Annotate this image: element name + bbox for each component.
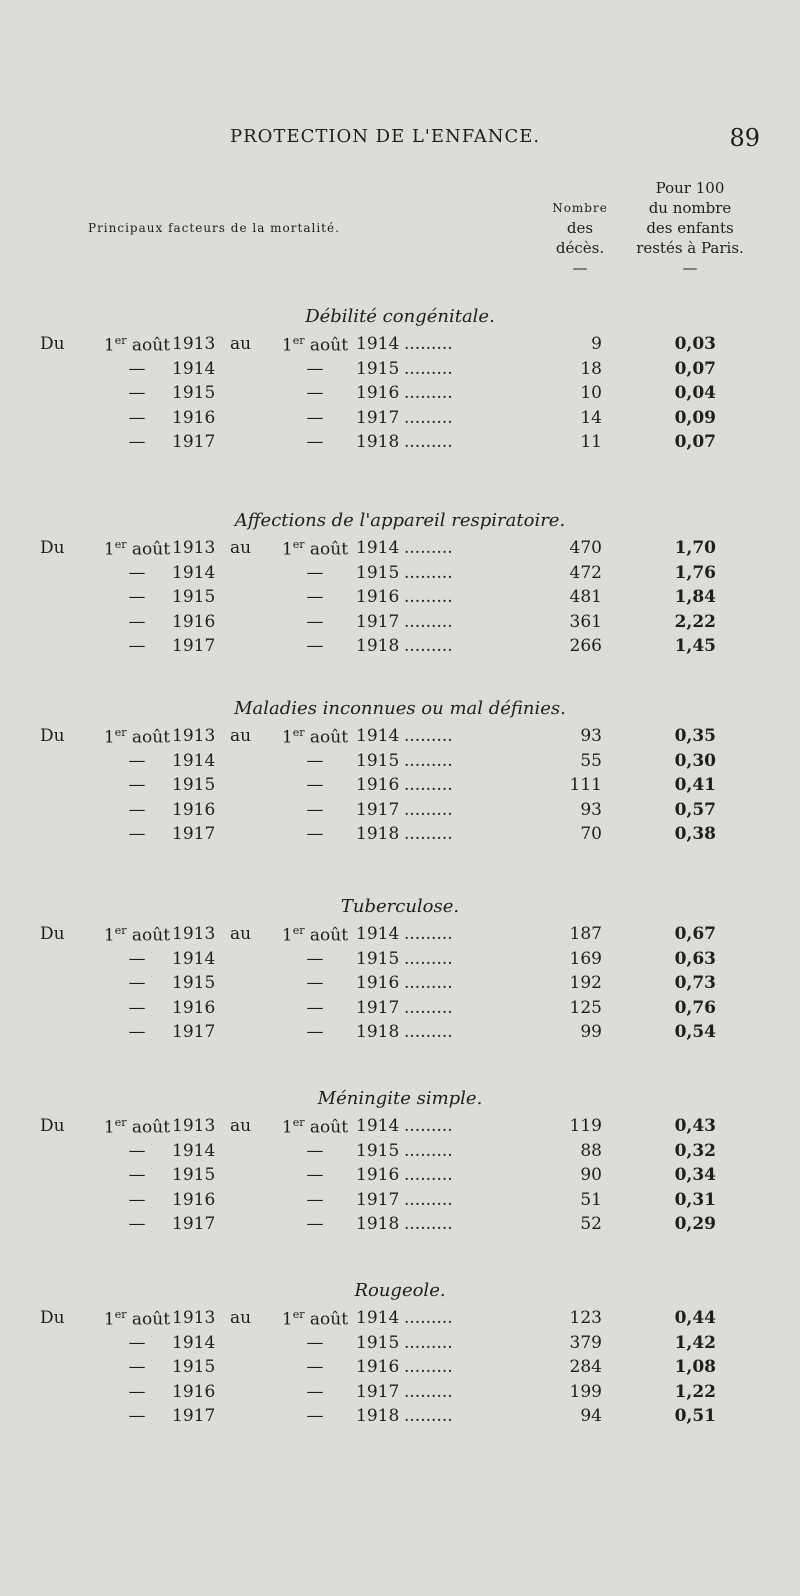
period-start-year: 1915 — [172, 587, 216, 607]
column-header-deaths-line: des — [566, 219, 594, 237]
leader-dots: ......... — [404, 1116, 453, 1136]
column-header-percent-line: Pour 100 — [655, 179, 725, 197]
period-end-year: 1916 — [356, 775, 400, 795]
leader-dots: ......... — [404, 358, 453, 379]
table-row — [0, 998, 800, 1023]
death-percentage: 1,42 — [674, 1332, 716, 1353]
period-separator: au — [230, 924, 252, 944]
table-row — [0, 1308, 800, 1333]
period-end-year: 1916 — [356, 1165, 400, 1185]
death-count: 10 — [580, 383, 602, 403]
period-end-year: 1916 — [356, 587, 400, 607]
ditto-mark: — — [128, 636, 146, 656]
ditto-mark: — — [128, 383, 146, 403]
period-start-year: 1915 — [172, 1357, 216, 1377]
death-percentage: 0,44 — [674, 1308, 716, 1328]
death-percentage: 0,73 — [674, 973, 716, 993]
ditto-mark: — — [306, 636, 324, 656]
death-count: 93 — [580, 726, 602, 746]
column-header-percent — [628, 178, 752, 278]
death-count: 361 — [569, 611, 602, 632]
leader-dots: ......... — [404, 924, 453, 944]
death-count: 187 — [569, 924, 602, 944]
table-row — [0, 1382, 800, 1407]
death-percentage: 0,43 — [674, 1116, 716, 1136]
death-count: 52 — [580, 1214, 602, 1234]
ditto-mark: — — [306, 611, 324, 632]
period-start-label: 1er août — [103, 1308, 171, 1330]
cause-section — [0, 306, 800, 457]
leader-dots: ......... — [404, 636, 453, 656]
period-end-year: 1917 — [356, 1381, 400, 1402]
period-end-year: 1914 — [356, 334, 400, 354]
section-title: Débilité congénitale. — [305, 306, 495, 327]
ditto-mark: — — [128, 1022, 146, 1042]
leader-dots: ......... — [404, 750, 453, 771]
period-start-year: 1914 — [172, 948, 216, 969]
period-end-year: 1914 — [356, 538, 400, 558]
death-percentage: 0,54 — [674, 1022, 716, 1042]
period-end-year: 1917 — [356, 997, 400, 1018]
section-title: Affections de l'appareil respiratoire. — [234, 510, 566, 531]
death-percentage: 0,51 — [674, 1406, 716, 1426]
death-count: 90 — [580, 1165, 602, 1185]
leader-dots: ......... — [404, 1189, 453, 1210]
table-row — [0, 775, 800, 800]
table-row — [0, 973, 800, 998]
death-percentage: 1,70 — [674, 538, 716, 558]
period-end-year: 1918 — [356, 824, 400, 844]
period-end-year: 1917 — [356, 407, 400, 428]
ditto-mark: — — [128, 824, 146, 844]
ditto-mark: — — [306, 432, 324, 452]
period-start-label: 1er août — [103, 1116, 171, 1138]
period-end-year: 1918 — [356, 432, 400, 452]
death-count: 125 — [569, 997, 602, 1018]
cause-section — [0, 896, 800, 1047]
column-header-percent-line: du nombre — [648, 199, 732, 217]
period-start-year: 1917 — [172, 824, 216, 844]
period-end-year: 1916 — [356, 973, 400, 993]
column-header-percent-line: des enfants — [646, 219, 734, 237]
period-start-year: 1913 — [172, 538, 216, 558]
death-percentage: 1,45 — [674, 636, 716, 656]
ditto-mark: — — [128, 1189, 146, 1210]
leader-dots: ......... — [404, 948, 453, 969]
death-count: 119 — [569, 1116, 602, 1136]
period-end-year: 1917 — [356, 799, 400, 820]
period-end-label: 1er août — [281, 334, 349, 356]
period-end-year: 1918 — [356, 636, 400, 656]
period-start-year: 1916 — [172, 611, 216, 632]
death-count: 284 — [569, 1357, 602, 1377]
ditto-mark: — — [128, 1332, 146, 1353]
death-percentage: 0,07 — [674, 358, 716, 379]
leader-dots: ......... — [404, 407, 453, 428]
period-start-label: 1er août — [103, 726, 171, 748]
period-start-year: 1916 — [172, 997, 216, 1018]
table-row — [0, 1022, 800, 1047]
period-prefix: Du — [40, 334, 65, 354]
ditto-mark: — — [306, 775, 324, 795]
table-row — [0, 726, 800, 751]
death-count: 51 — [580, 1189, 602, 1210]
death-percentage: 0,04 — [674, 383, 716, 403]
cause-section — [0, 698, 800, 849]
period-start-year: 1917 — [172, 1406, 216, 1426]
death-count: 111 — [569, 775, 602, 795]
period-start-year: 1916 — [172, 407, 216, 428]
period-end-year: 1914 — [356, 726, 400, 746]
section-title: Maladies inconnues ou mal définies. — [234, 698, 566, 719]
period-end-label: 1er août — [281, 1116, 349, 1138]
death-percentage: 0,32 — [674, 1140, 716, 1161]
period-start-label: 1er août — [103, 538, 171, 560]
ditto-mark: — — [306, 1140, 324, 1161]
period-end-year: 1918 — [356, 1022, 400, 1042]
period-end-year: 1915 — [356, 1140, 400, 1161]
leader-dots: ......... — [404, 1022, 453, 1042]
ditto-mark: — — [128, 1381, 146, 1402]
ditto-mark: — — [306, 799, 324, 820]
period-end-year: 1916 — [356, 383, 400, 403]
column-header-deaths-line: Nombre — [552, 201, 608, 215]
period-start-year: 1913 — [172, 1308, 216, 1328]
period-start-year: 1913 — [172, 924, 216, 944]
period-start-year: 1916 — [172, 1381, 216, 1402]
table-row — [0, 587, 800, 612]
period-start-year: 1917 — [172, 636, 216, 656]
leader-dots: ......... — [404, 562, 453, 583]
period-start-label: 1er août — [103, 334, 171, 356]
ditto-mark: — — [128, 948, 146, 969]
period-start-label: 1er août — [103, 924, 171, 946]
table-row — [0, 334, 800, 359]
period-separator: au — [230, 1116, 252, 1136]
ditto-mark: — — [128, 997, 146, 1018]
death-count: 94 — [580, 1406, 602, 1426]
period-end-year: 1914 — [356, 1116, 400, 1136]
ditto-mark: — — [128, 973, 146, 993]
death-percentage: 0,63 — [674, 948, 716, 969]
period-prefix: Du — [40, 924, 65, 944]
death-percentage: 0,03 — [674, 334, 716, 354]
leader-dots: ......... — [404, 1332, 453, 1353]
period-end-year: 1915 — [356, 562, 400, 583]
death-percentage: 0,76 — [674, 997, 716, 1018]
period-start-year: 1917 — [172, 432, 216, 452]
period-separator: au — [230, 334, 252, 354]
death-count: 470 — [569, 538, 602, 558]
death-count: 70 — [580, 824, 602, 844]
page-number: 89 — [729, 124, 760, 152]
death-percentage: 0,41 — [674, 775, 716, 795]
leader-dots: ......... — [404, 726, 453, 746]
ditto-mark: — — [128, 750, 146, 771]
ditto-mark: — — [128, 1140, 146, 1161]
column-header-dash: — — [682, 259, 698, 277]
ditto-mark: — — [128, 358, 146, 379]
period-start-year: 1913 — [172, 726, 216, 746]
death-percentage: 1,22 — [674, 1381, 716, 1402]
death-count: 55 — [580, 750, 602, 771]
death-count: 93 — [580, 799, 602, 820]
death-percentage: 1,84 — [674, 587, 716, 607]
death-percentage: 0,29 — [674, 1214, 716, 1234]
ditto-mark: — — [128, 1357, 146, 1377]
death-percentage: 0,31 — [674, 1189, 716, 1210]
ditto-mark: — — [306, 750, 324, 771]
death-percentage: 0,67 — [674, 924, 716, 944]
leader-dots: ......... — [404, 1308, 453, 1328]
death-percentage: 2,22 — [674, 611, 716, 632]
death-count: 379 — [569, 1332, 602, 1353]
ditto-mark: — — [128, 1165, 146, 1185]
table-row — [0, 636, 800, 661]
leader-dots: ......... — [404, 1357, 453, 1377]
ditto-mark: — — [306, 1214, 324, 1234]
table-row — [0, 1333, 800, 1358]
ditto-mark: — — [128, 562, 146, 583]
period-start-year: 1914 — [172, 358, 216, 379]
period-end-year: 1915 — [356, 358, 400, 379]
death-percentage: 1,08 — [674, 1357, 716, 1377]
period-start-year: 1917 — [172, 1214, 216, 1234]
ditto-mark: — — [306, 407, 324, 428]
death-count: 169 — [569, 948, 602, 969]
period-end-year: 1914 — [356, 924, 400, 944]
table-row — [0, 432, 800, 457]
period-end-year: 1917 — [356, 1189, 400, 1210]
death-count: 266 — [569, 636, 602, 656]
period-end-label: 1er août — [281, 538, 349, 560]
section-title: Méningite simple. — [317, 1088, 483, 1109]
period-prefix: Du — [40, 1308, 65, 1328]
death-count: 14 — [580, 407, 602, 428]
table-row — [0, 612, 800, 637]
ditto-mark: — — [306, 358, 324, 379]
period-end-year: 1914 — [356, 1308, 400, 1328]
death-percentage: 0,07 — [674, 432, 716, 452]
period-end-year: 1916 — [356, 1357, 400, 1377]
ditto-mark: — — [306, 973, 324, 993]
leader-dots: ......... — [404, 1165, 453, 1185]
period-end-year: 1915 — [356, 948, 400, 969]
death-count: 481 — [569, 587, 602, 607]
ditto-mark: — — [306, 1165, 324, 1185]
period-start-year: 1915 — [172, 383, 216, 403]
table-row — [0, 949, 800, 974]
cause-section — [0, 1088, 800, 1239]
ditto-mark: — — [128, 799, 146, 820]
cause-section — [0, 510, 800, 661]
ditto-mark: — — [306, 824, 324, 844]
period-end-year: 1917 — [356, 611, 400, 632]
period-start-year: 1916 — [172, 799, 216, 820]
column-header-percent-line: restés à Paris. — [636, 239, 744, 257]
section-title: Rougeole. — [354, 1280, 446, 1301]
period-prefix: Du — [40, 538, 65, 558]
leader-dots: ......... — [404, 775, 453, 795]
death-percentage: 0,09 — [674, 407, 716, 428]
leader-dots: ......... — [404, 1140, 453, 1161]
table-row — [0, 1165, 800, 1190]
period-end-year: 1918 — [356, 1214, 400, 1234]
table-row — [0, 751, 800, 776]
table-row — [0, 1214, 800, 1239]
period-start-year: 1914 — [172, 750, 216, 771]
period-start-year: 1916 — [172, 1189, 216, 1210]
ditto-mark: — — [306, 1357, 324, 1377]
leader-dots: ......... — [404, 432, 453, 452]
leader-dots: ......... — [404, 1406, 453, 1426]
leader-dots: ......... — [404, 611, 453, 632]
leader-dots: ......... — [404, 1381, 453, 1402]
death-count: 9 — [591, 334, 602, 354]
death-count: 472 — [569, 562, 602, 583]
death-count: 99 — [580, 1022, 602, 1042]
death-percentage: 0,35 — [674, 726, 716, 746]
column-header-dash: — — [572, 259, 588, 277]
column-header-deaths-line: décès. — [555, 239, 605, 257]
death-percentage: 0,30 — [674, 750, 716, 771]
period-separator: au — [230, 1308, 252, 1328]
column-header-deaths — [540, 198, 620, 278]
leader-dots: ......... — [404, 538, 453, 558]
ditto-mark: — — [306, 1381, 324, 1402]
ditto-mark: — — [128, 775, 146, 795]
leader-dots: ......... — [404, 383, 453, 403]
period-start-year: 1914 — [172, 1140, 216, 1161]
section-title: Tuberculose. — [340, 896, 460, 917]
ditto-mark: — — [306, 587, 324, 607]
ditto-mark: — — [128, 1214, 146, 1234]
death-count: 123 — [569, 1308, 602, 1328]
death-percentage: 0,38 — [674, 824, 716, 844]
ditto-mark: — — [128, 587, 146, 607]
ditto-mark: — — [306, 948, 324, 969]
column-header-factors: Principaux facteurs de la mortalité. — [88, 221, 340, 235]
death-percentage: 0,34 — [674, 1165, 716, 1185]
death-percentage: 0,57 — [674, 799, 716, 820]
ditto-mark: — — [306, 383, 324, 403]
table-row — [0, 924, 800, 949]
period-start-year: 1913 — [172, 334, 216, 354]
ditto-mark: — — [128, 432, 146, 452]
table-row — [0, 538, 800, 563]
ditto-mark: — — [128, 407, 146, 428]
period-start-year: 1914 — [172, 1332, 216, 1353]
period-start-year: 1915 — [172, 1165, 216, 1185]
table-row — [0, 408, 800, 433]
death-count: 192 — [569, 973, 602, 993]
table-row — [0, 824, 800, 849]
death-count: 88 — [580, 1140, 602, 1161]
death-percentage: 1,76 — [674, 562, 716, 583]
period-start-year: 1915 — [172, 973, 216, 993]
death-count: 11 — [580, 432, 602, 452]
table-row — [0, 1116, 800, 1141]
period-separator: au — [230, 726, 252, 746]
death-count: 18 — [580, 358, 602, 379]
leader-dots: ......... — [404, 799, 453, 820]
period-end-label: 1er août — [281, 726, 349, 748]
ditto-mark: — — [306, 1022, 324, 1042]
leader-dots: ......... — [404, 973, 453, 993]
period-end-label: 1er août — [281, 1308, 349, 1330]
ditto-mark: — — [306, 1189, 324, 1210]
period-prefix: Du — [40, 726, 65, 746]
table-row — [0, 383, 800, 408]
death-count: 199 — [569, 1381, 602, 1402]
period-separator: au — [230, 538, 252, 558]
ditto-mark: — — [128, 1406, 146, 1426]
period-prefix: Du — [40, 1116, 65, 1136]
ditto-mark: — — [306, 1406, 324, 1426]
table-row — [0, 1141, 800, 1166]
period-end-year: 1915 — [356, 1332, 400, 1353]
period-end-year: 1915 — [356, 750, 400, 771]
period-start-year: 1914 — [172, 562, 216, 583]
leader-dots: ......... — [404, 1214, 453, 1234]
period-end-year: 1918 — [356, 1406, 400, 1426]
ditto-mark: — — [306, 997, 324, 1018]
ditto-mark: — — [306, 1332, 324, 1353]
table-row — [0, 800, 800, 825]
table-row — [0, 359, 800, 384]
leader-dots: ......... — [404, 824, 453, 844]
table-row — [0, 1406, 800, 1431]
period-start-year: 1915 — [172, 775, 216, 795]
table-row — [0, 563, 800, 588]
table-row — [0, 1357, 800, 1382]
table-row — [0, 1190, 800, 1215]
ditto-mark: — — [306, 562, 324, 583]
period-end-label: 1er août — [281, 924, 349, 946]
leader-dots: ......... — [404, 587, 453, 607]
period-start-year: 1913 — [172, 1116, 216, 1136]
cause-section — [0, 1280, 800, 1431]
leader-dots: ......... — [404, 997, 453, 1018]
running-head: PROTECTION DE L'ENFANCE. — [230, 126, 541, 147]
ditto-mark: — — [128, 611, 146, 632]
leader-dots: ......... — [404, 334, 453, 354]
period-start-year: 1917 — [172, 1022, 216, 1042]
